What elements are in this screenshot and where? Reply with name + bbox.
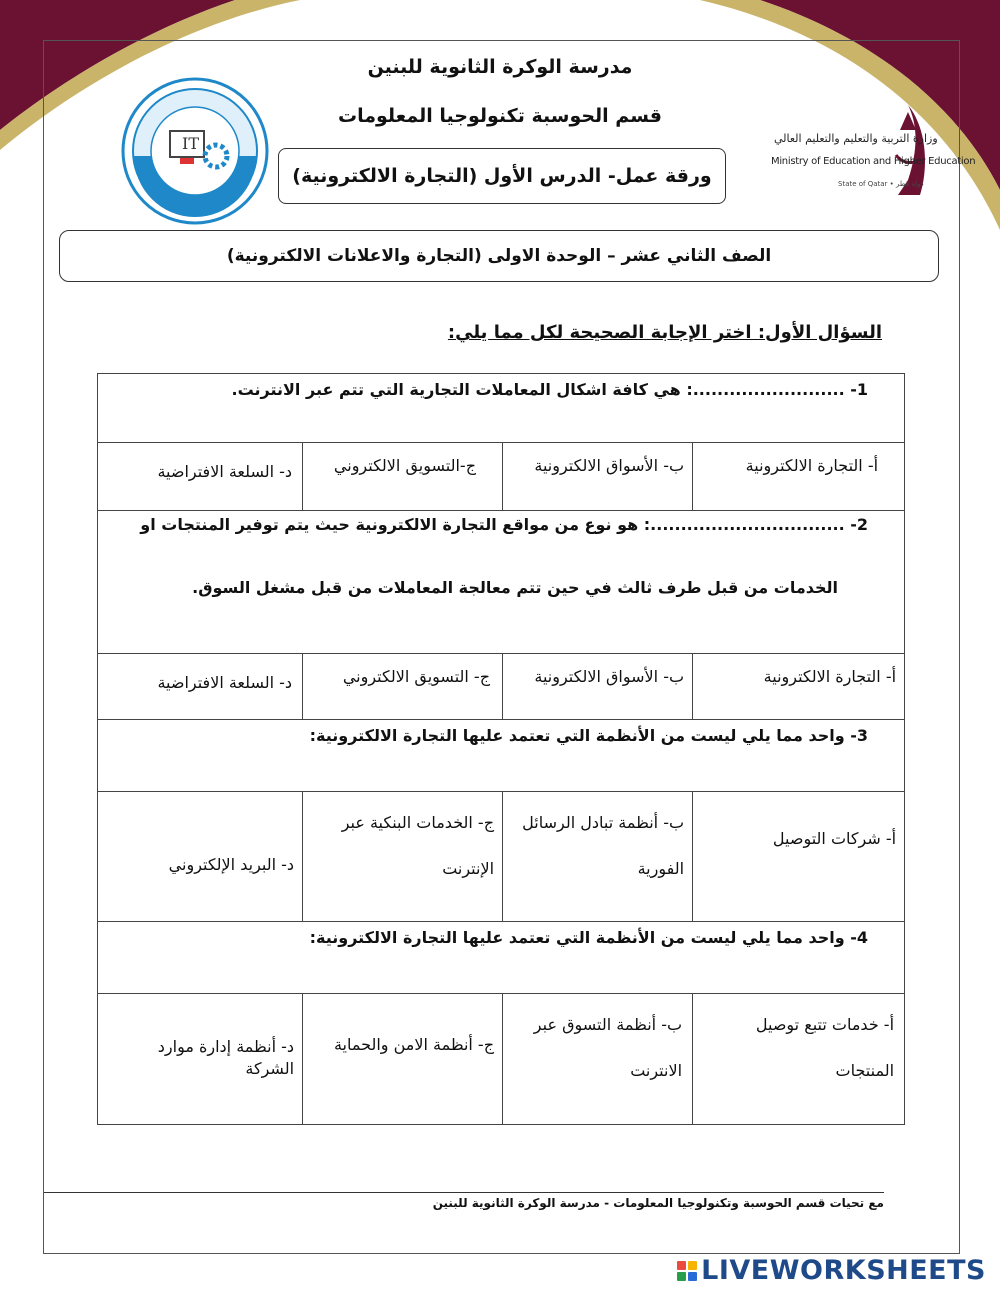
q1-option-c[interactable]: ج-التسويق الالكتروني [303,443,503,511]
q3-option-b[interactable]: ب- أنظمة تبادل الرسائل الفورية [503,792,693,922]
q4-option-b[interactable]: ب- أنظمة التسوق عبر الانترنت [503,994,693,1125]
q4-option-c[interactable]: ج- أنظمة الامن والحماية [303,994,503,1125]
question-row [98,922,905,994]
ministry-state: State of Qatar • دولة قطر [838,180,924,188]
question-2-text-line2: الخدمات من قبل طرف ثالث في حين تتم معالجة المعاملات من قبل مشغل السوق. [192,578,839,597]
footer-text: مع تحيات قسم الحوسبة وتكنولوجيا المعلومات - مدرسة الوكرة الثانوية للبنين [432,1196,884,1210]
q4-option-a[interactable]: أ- خدمات تتبع توصيل المنتجات [693,994,905,1125]
options-row [98,792,905,922]
q3-option-a[interactable]: أ- شركات التوصيل [693,792,905,922]
ministry-english-name: Ministry of Education and Higher Education [771,156,976,167]
q2-option-d[interactable]: د- السلعة الافتراضية [98,654,303,720]
question-4-text: 4- واحد مما يلي ليست من الأنظمة التي تعتمد عليها التجارة الالكترونية: [98,922,905,994]
ministry-arabic-name: وزارة التربية والتعليم والتعليم العالي [774,132,938,145]
question-row [98,374,905,443]
svg-text:IT: IT [182,134,199,153]
question-row [98,720,905,792]
q1-option-d[interactable]: د- السلعة الافتراضية [98,443,303,511]
question-heading [448,322,882,343]
question-2-text-line1: 2- ................................: هو نوع من مواقع التجارة الالكترونية حيث يتم توفير المنتجات او [140,515,869,534]
class-unit-box [59,230,939,282]
q2-option-a[interactable]: أ- التجارة الالكترونية [693,654,905,720]
question-1-text: 1- .........................: هي كافة اشكال المعاملات التجارية التي تتم عبر الانترنت. [98,374,905,443]
options-row [98,654,905,720]
footer-divider [44,1192,884,1193]
options-row [98,443,905,511]
class-unit: الصف الثاني عشر – الوحدة الاولى (التجارة والاعلانات الالكترونية) [226,246,772,266]
q3-option-c[interactable]: ج- الخدمات البنكية عبر الإنترنت [303,792,503,922]
q1-option-b[interactable]: ب- الأسواق الالكترونية [503,443,693,511]
question-heading-text: : اختر الإجابة الصحيحة لكل مما يلي: [447,322,766,343]
questions-table [97,373,905,1125]
worksheet-title-box [278,148,726,204]
q2-option-b[interactable]: ب- الأسواق الالكترونية [503,654,693,720]
school-name: مدرسة الوكرة الثانوية للبنين [367,56,633,78]
liveworksheets-name: LIVEWORKSHEETS [701,1255,986,1286]
question-2-text-cell [98,511,905,654]
options-row [98,994,905,1125]
department-name: قسم الحوسبة تكنولوجيا المعلومات [338,105,662,127]
worksheet-title: ورقة عمل- الدرس الأول (التجارة الالكترونية) [292,165,712,187]
question-row [98,511,905,654]
question-heading-label: السؤال الأول [765,322,882,343]
q1-option-a[interactable]: أ- التجارة الالكترونية [693,443,905,511]
school-logo [120,76,270,226]
question-3-text: 3- واحد مما يلي ليست من الأنظمة التي تعتمد عليها التجارة الالكترونية: [98,720,905,792]
q4-option-d[interactable]: د- أنظمة إدارة موارد الشركة [98,994,303,1125]
liveworksheets-logo[interactable] [677,1255,986,1286]
q2-option-c[interactable]: ج- التسويق الالكتروني [303,654,503,720]
q3-option-d[interactable]: د- البريد الإلكتروني [98,792,303,922]
liveworksheets-icon [677,1261,697,1281]
